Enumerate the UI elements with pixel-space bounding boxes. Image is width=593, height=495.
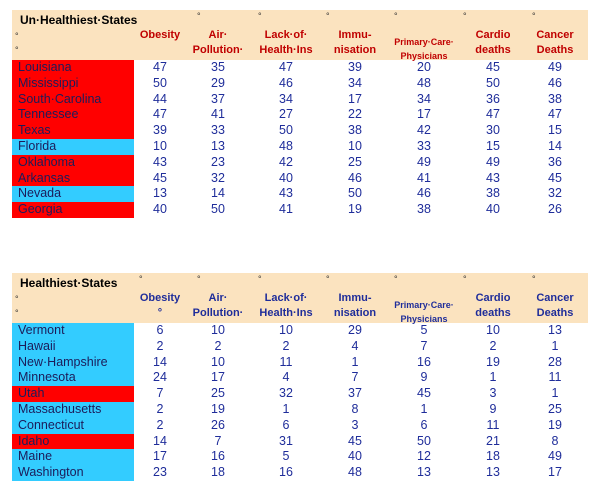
table-row	[12, 171, 588, 187]
paragraph-mark: °	[139, 274, 143, 284]
value-cell: 11	[279, 354, 293, 369]
value-cell: 17	[417, 107, 431, 122]
table-row	[12, 92, 588, 108]
value-cell: 25	[548, 401, 562, 416]
table-row	[12, 465, 588, 481]
paragraph-mark: °	[197, 11, 201, 21]
value-cell: 32	[548, 186, 562, 201]
state-name: New·Hampshire	[12, 355, 134, 371]
value-cell: 18	[486, 449, 500, 464]
value-cell: 50	[348, 186, 362, 201]
value-cell: 1	[551, 386, 559, 401]
value-cell: 37	[348, 386, 362, 401]
table-row	[12, 123, 588, 139]
healthiest-header-row	[12, 273, 588, 323]
value-cell: 5	[282, 449, 290, 464]
paragraph-mark: °	[532, 274, 536, 284]
column-header-line: Cardio	[475, 292, 511, 304]
table-row	[12, 186, 588, 202]
column-header	[463, 28, 523, 58]
state-name: Oklahoma	[12, 155, 134, 171]
value-cell: 19	[211, 401, 225, 416]
value-cell: 17	[548, 465, 562, 480]
value-cell: 37	[211, 91, 225, 106]
column-header	[130, 291, 190, 321]
value-cell: 2	[156, 338, 164, 353]
value-cell: 45	[417, 386, 431, 401]
state-name: Texas	[12, 123, 134, 139]
value-cell: 14	[211, 186, 225, 201]
healthiest-title: Healthiest·States	[20, 276, 118, 290]
value-cell: 1	[351, 354, 359, 369]
value-cell: 43	[486, 170, 500, 185]
value-cell: 40	[348, 449, 362, 464]
column-header-line: °	[157, 307, 163, 319]
value-cell: 26	[211, 417, 225, 432]
value-cell: 10	[348, 138, 362, 153]
value-cell: 41	[211, 107, 225, 122]
value-cell: 26	[548, 202, 562, 217]
paragraph-mark: °	[258, 274, 262, 284]
value-cell: 17	[153, 449, 167, 464]
value-cell: 10	[486, 323, 500, 337]
state-name: Utah	[12, 386, 134, 402]
column-header-line: Obesity	[139, 292, 181, 304]
table-row	[12, 434, 588, 450]
value-cell: 16	[417, 354, 431, 369]
column-header-line: Health·Ins	[259, 307, 313, 319]
paragraph-mark: °	[532, 11, 536, 21]
value-cell: 48	[417, 75, 431, 90]
column-header-line: Deaths	[536, 307, 574, 319]
column-header	[463, 291, 523, 321]
value-cell: 11	[548, 370, 562, 385]
value-cell: 31	[279, 433, 293, 448]
state-name: Idaho	[12, 434, 134, 450]
value-cell: 34	[417, 91, 431, 106]
column-header-line: nisation	[333, 44, 377, 56]
column-header	[325, 291, 385, 321]
value-cell: 40	[486, 202, 500, 217]
value-cell: 18	[211, 465, 225, 480]
state-name: Minnesota	[12, 370, 134, 386]
value-cell: 13	[548, 323, 562, 337]
column-header-line: deaths	[475, 307, 511, 319]
value-cell: 47	[279, 60, 293, 74]
value-cell: 8	[351, 401, 359, 416]
unhealthiest-states-table	[12, 10, 588, 218]
state-name: Vermont	[12, 323, 134, 339]
value-cell: 39	[348, 60, 362, 74]
value-cell: 2	[156, 401, 164, 416]
table-row	[12, 76, 588, 92]
value-cell: 42	[417, 123, 431, 138]
value-cell: 19	[548, 417, 562, 432]
value-cell: 50	[486, 75, 500, 90]
value-cell: 5	[420, 323, 428, 337]
column-header-line: Lack·of·	[264, 292, 308, 304]
value-cell: 10	[279, 323, 293, 337]
value-cell: 4	[282, 370, 290, 385]
value-cell: 12	[417, 449, 431, 464]
value-cell: 15	[486, 138, 500, 153]
value-cell: 10	[211, 323, 225, 337]
healthiest-states-table	[12, 273, 588, 481]
value-cell: 33	[211, 123, 225, 138]
column-header	[130, 28, 190, 43]
value-cell: 46	[279, 75, 293, 90]
value-cell: 9	[489, 401, 497, 416]
value-cell: 42	[279, 154, 293, 169]
value-cell: 11	[486, 417, 500, 432]
value-cell: 14	[548, 138, 562, 153]
value-cell: 50	[417, 433, 431, 448]
value-cell: 8	[551, 433, 559, 448]
value-cell: 13	[211, 138, 225, 153]
value-cell: 28	[548, 354, 562, 369]
value-cell: 9	[420, 370, 428, 385]
value-cell: 36	[486, 91, 500, 106]
value-cell: 48	[279, 138, 293, 153]
value-cell: 2	[156, 417, 164, 432]
value-cell: 7	[156, 386, 164, 401]
value-cell: 47	[153, 107, 167, 122]
value-cell: 22	[348, 107, 362, 122]
value-cell: 47	[486, 107, 500, 122]
value-cell: 44	[153, 91, 167, 106]
value-cell: 24	[153, 370, 167, 385]
state-name: South·Carolina	[12, 92, 134, 108]
state-name: Mississippi	[12, 76, 134, 92]
state-name: Hawaii	[12, 339, 134, 355]
value-cell: 25	[211, 386, 225, 401]
state-name: Nevada	[12, 186, 134, 202]
value-cell: 49	[548, 60, 562, 74]
column-header-line: Deaths	[536, 44, 574, 56]
value-cell: 38	[417, 202, 431, 217]
column-header-line: Primary·Care·	[394, 37, 454, 47]
column-header	[188, 28, 248, 58]
table-row	[12, 155, 588, 171]
value-cell: 39	[153, 123, 167, 138]
column-header-line: Pollution·	[192, 44, 244, 56]
state-name: Arkansas	[12, 171, 134, 187]
value-cell: 34	[348, 75, 362, 90]
value-cell: 32	[279, 386, 293, 401]
table-row	[12, 60, 588, 76]
value-cell: 40	[279, 170, 293, 185]
column-header-line: Primary·Care·	[394, 300, 454, 310]
value-cell: 21	[486, 433, 500, 448]
column-header-line: Obesity	[139, 29, 181, 41]
column-header-line: Cancer	[536, 29, 574, 41]
value-cell: 49	[486, 154, 500, 169]
healthiest-rows	[12, 323, 588, 481]
column-header-line: Physicians	[400, 314, 448, 324]
paragraph-mark: °	[197, 274, 201, 284]
value-cell: 29	[348, 323, 362, 337]
paragraph-mark: °	[326, 274, 330, 284]
value-cell: 41	[417, 170, 431, 185]
table-row	[12, 323, 588, 339]
unhealthiest-title: Un·Healthiest·States	[20, 13, 138, 27]
paragraph-mark: °	[258, 11, 262, 21]
value-cell: 48	[348, 465, 362, 480]
value-cell: 2	[489, 338, 497, 353]
value-cell: 19	[486, 354, 500, 369]
value-cell: 41	[279, 202, 293, 217]
value-cell: 23	[153, 465, 167, 480]
value-cell: 49	[548, 449, 562, 464]
value-cell: 17	[211, 370, 225, 385]
value-cell: 1	[282, 401, 290, 416]
value-cell: 10	[211, 354, 225, 369]
value-cell: 27	[279, 107, 293, 122]
value-cell: 20	[417, 60, 431, 74]
column-header	[325, 28, 385, 58]
state-name: Tennessee	[12, 107, 134, 123]
column-header-line: Air·	[208, 292, 228, 304]
column-header-line: Cancer	[536, 292, 574, 304]
unhealthiest-header-row	[12, 10, 588, 60]
value-cell: 45	[486, 60, 500, 74]
column-header	[188, 291, 248, 321]
column-header-line: Physicians	[400, 51, 448, 61]
paragraph-mark: °	[15, 31, 19, 41]
column-header-line: Health·Ins	[259, 44, 313, 56]
value-cell: 6	[156, 323, 164, 337]
value-cell: 40	[153, 202, 167, 217]
value-cell: 17	[348, 91, 362, 106]
value-cell: 2	[282, 338, 290, 353]
value-cell: 35	[211, 60, 225, 74]
state-name: Maine	[12, 449, 134, 465]
value-cell: 25	[348, 154, 362, 169]
value-cell: 1	[420, 401, 428, 416]
column-header	[525, 28, 585, 58]
value-cell: 43	[153, 154, 167, 169]
column-header	[256, 291, 316, 321]
value-cell: 10	[153, 138, 167, 153]
value-cell: 50	[211, 202, 225, 217]
value-cell: 19	[348, 202, 362, 217]
paragraph-mark: °	[15, 294, 19, 304]
paragraph-mark: °	[394, 11, 398, 21]
value-cell: 6	[420, 417, 428, 432]
state-name: Louisiana	[12, 60, 134, 76]
table-row	[12, 402, 588, 418]
value-cell: 46	[417, 186, 431, 201]
value-cell: 50	[279, 123, 293, 138]
paragraph-mark: °	[463, 274, 467, 284]
paragraph-mark: °	[15, 45, 19, 55]
value-cell: 7	[351, 370, 359, 385]
table-row	[12, 370, 588, 386]
value-cell: 38	[348, 123, 362, 138]
value-cell: 6	[282, 417, 290, 432]
value-cell: 3	[351, 417, 359, 432]
value-cell: 7	[420, 338, 428, 353]
value-cell: 33	[417, 138, 431, 153]
value-cell: 13	[417, 465, 431, 480]
state-name: Connecticut	[12, 418, 134, 434]
column-header-line: nisation	[333, 307, 377, 319]
value-cell: 4	[351, 338, 359, 353]
paragraph-mark: °	[463, 11, 467, 21]
table-row	[12, 139, 588, 155]
value-cell: 14	[153, 433, 167, 448]
column-header-line: Lack·of·	[264, 29, 308, 41]
column-header	[256, 28, 316, 58]
unhealthiest-rows	[12, 60, 588, 218]
column-header	[394, 298, 454, 326]
value-cell: 30	[486, 123, 500, 138]
value-cell: 16	[211, 449, 225, 464]
column-header-line: Immu-	[338, 29, 372, 41]
column-header-line: Immu-	[338, 292, 372, 304]
value-cell: 32	[211, 170, 225, 185]
value-cell: 2	[214, 338, 222, 353]
paragraph-mark: °	[15, 308, 19, 318]
value-cell: 7	[214, 433, 222, 448]
column-header-line: Pollution·	[192, 307, 244, 319]
value-cell: 38	[548, 91, 562, 106]
value-cell: 15	[548, 123, 562, 138]
value-cell: 46	[548, 75, 562, 90]
value-cell: 43	[279, 186, 293, 201]
value-cell: 49	[417, 154, 431, 169]
value-cell: 34	[279, 91, 293, 106]
column-header-line: Cardio	[475, 29, 511, 41]
table-row	[12, 107, 588, 123]
value-cell: 45	[153, 170, 167, 185]
column-header	[525, 291, 585, 321]
column-header-line: Air·	[208, 29, 228, 41]
value-cell: 16	[279, 465, 293, 480]
value-cell: 14	[153, 354, 167, 369]
value-cell: 13	[153, 186, 167, 201]
column-header	[394, 35, 454, 63]
state-name: Georgia	[12, 202, 134, 218]
value-cell: 1	[489, 370, 497, 385]
value-cell: 38	[486, 186, 500, 201]
state-name: Florida	[12, 139, 134, 155]
table-row	[12, 386, 588, 402]
value-cell: 45	[348, 433, 362, 448]
value-cell: 46	[348, 170, 362, 185]
table-row	[12, 202, 588, 218]
value-cell: 3	[489, 386, 497, 401]
value-cell: 23	[211, 154, 225, 169]
value-cell: 50	[153, 75, 167, 90]
value-cell: 1	[551, 338, 559, 353]
paragraph-mark: °	[394, 274, 398, 284]
value-cell: 45	[548, 170, 562, 185]
table-row	[12, 355, 588, 371]
table-row	[12, 339, 588, 355]
state-name: Massachusetts	[12, 402, 134, 418]
column-header-line: deaths	[475, 44, 511, 56]
value-cell: 47	[153, 60, 167, 74]
value-cell: 47	[548, 107, 562, 122]
value-cell: 29	[211, 75, 225, 90]
value-cell: 36	[548, 154, 562, 169]
table-row	[12, 418, 588, 434]
value-cell: 13	[486, 465, 500, 480]
paragraph-mark: °	[326, 11, 330, 21]
state-name: Washington	[12, 465, 134, 481]
table-row	[12, 449, 588, 465]
